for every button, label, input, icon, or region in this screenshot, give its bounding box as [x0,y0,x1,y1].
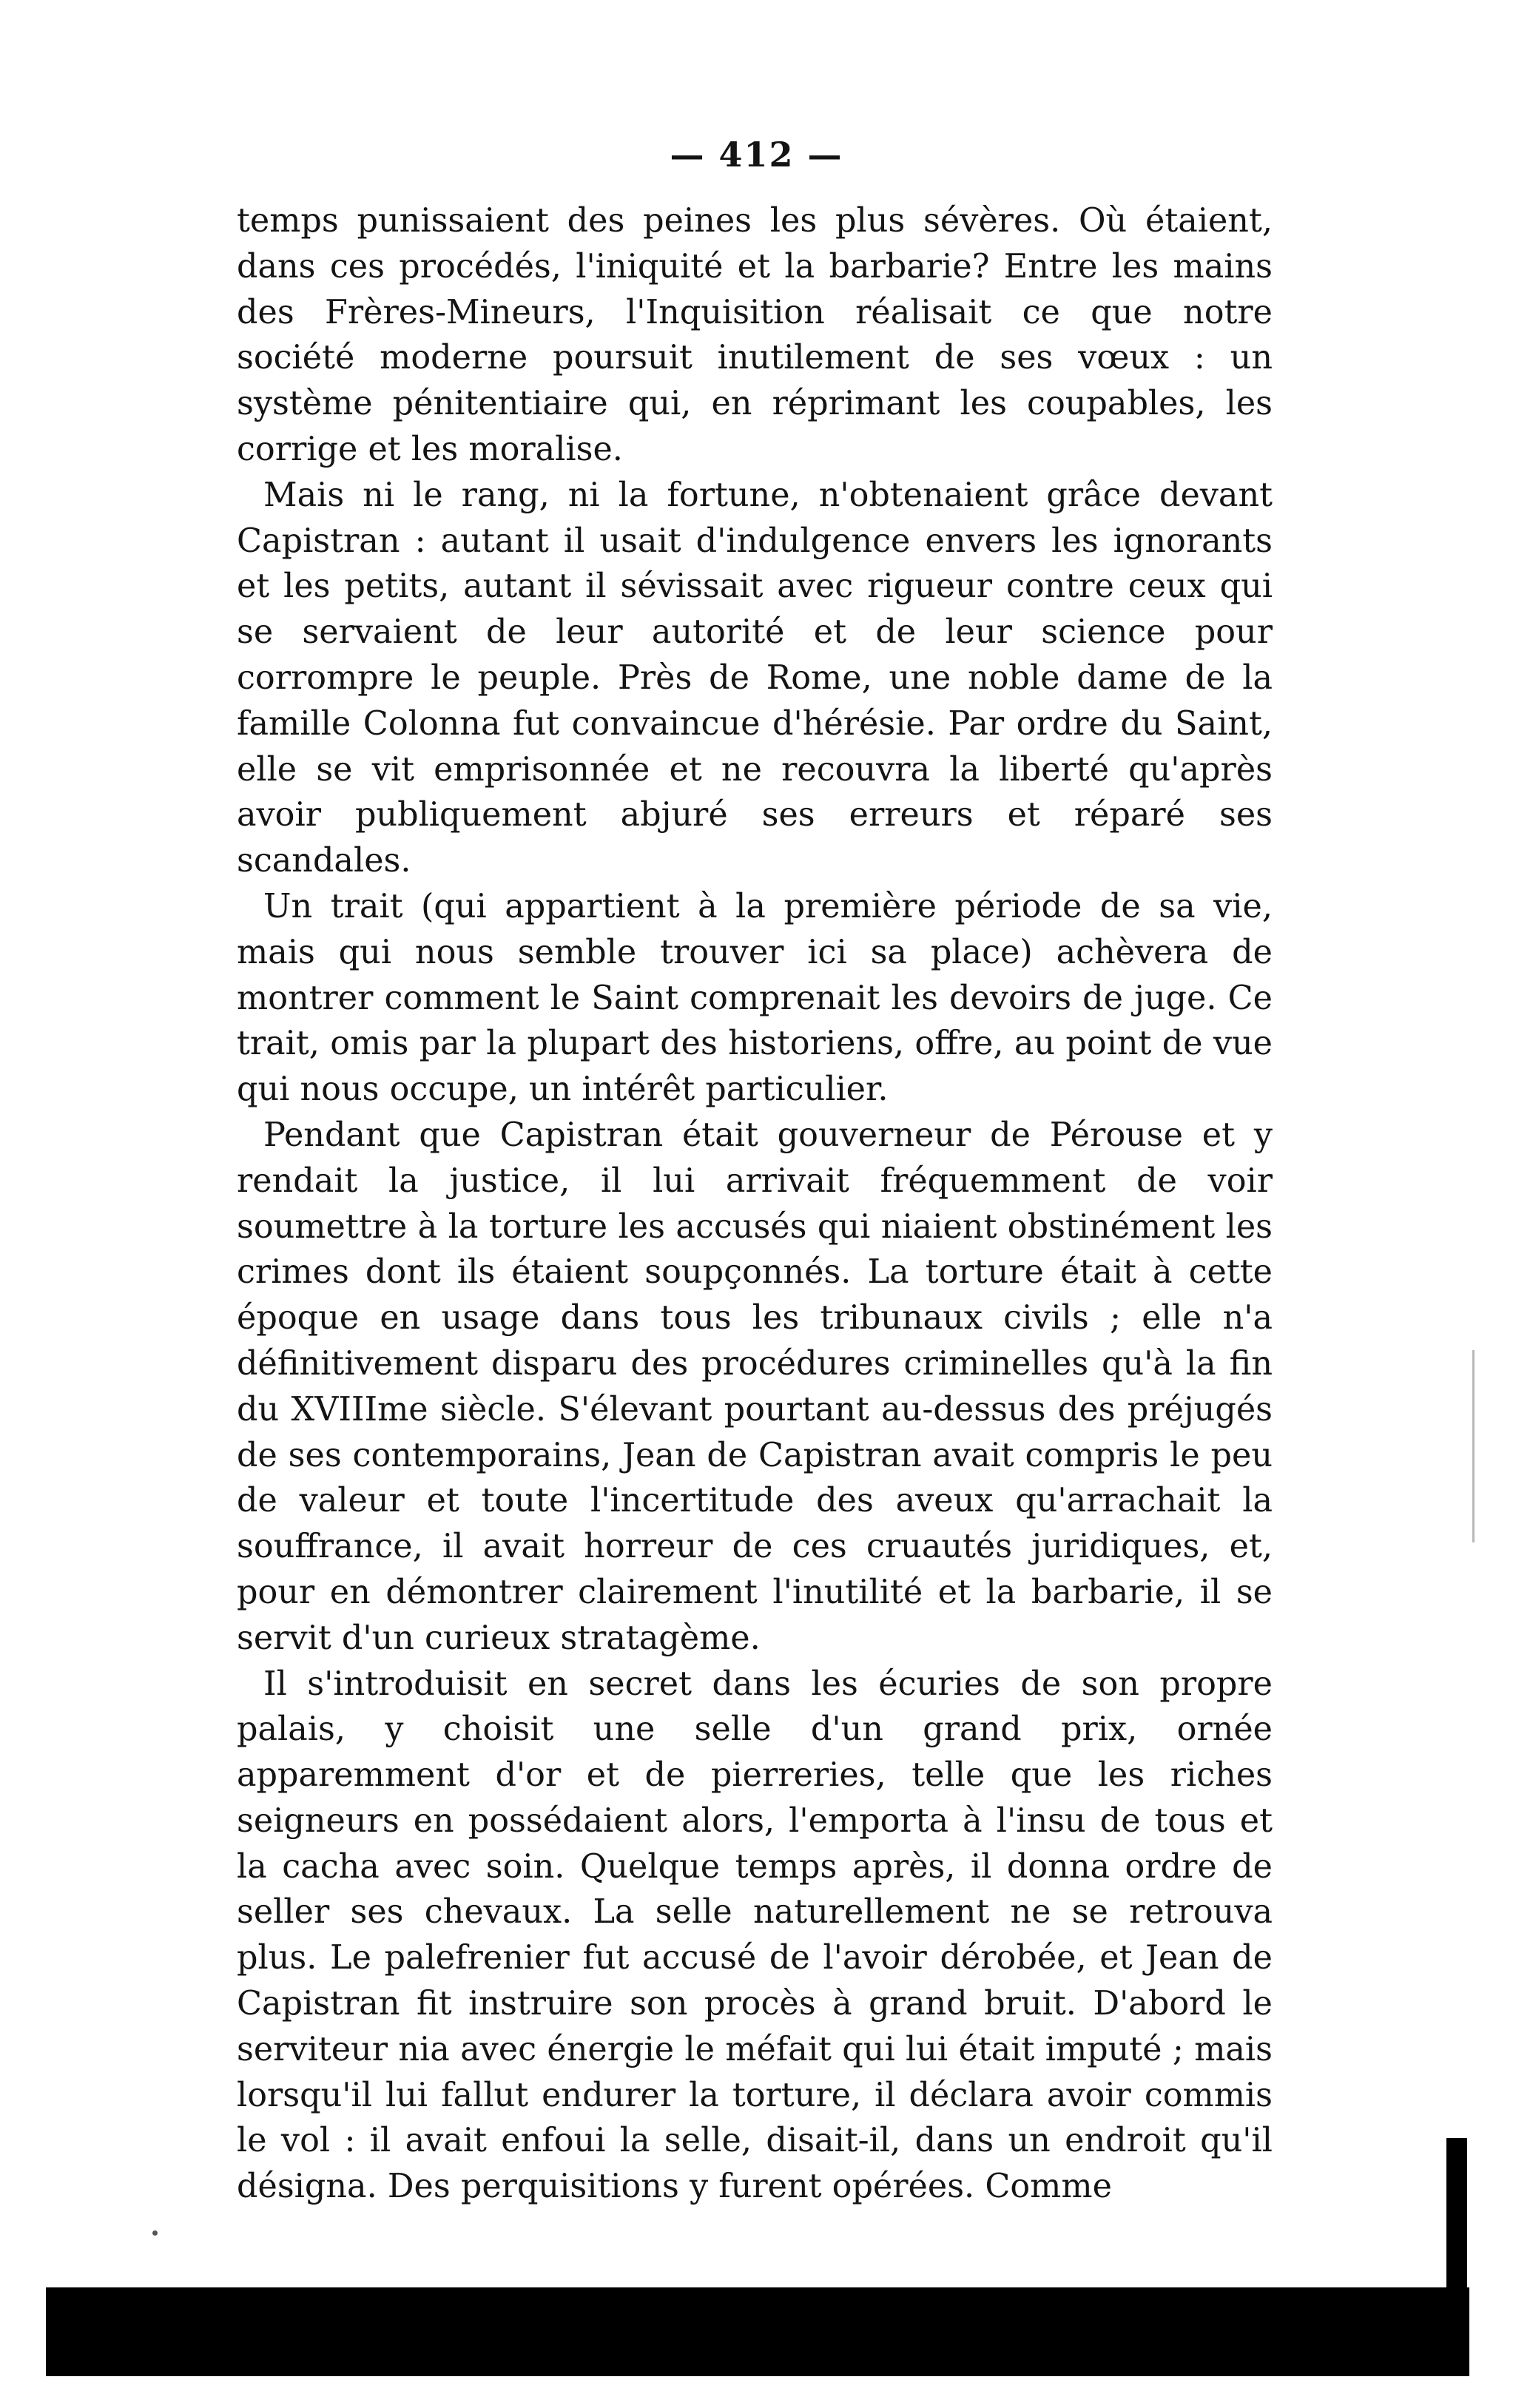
body-text [237,198,1273,2210]
scan-bottom-edge [46,2287,1469,2376]
scan-margin-line [1472,1350,1475,1542]
paragraph: Mais ni le rang, ni la fortune, n'obtenaient grâce devant Capistran : autant il usait d'indulgence envers les ignorants et les petits, autant il sévissait avec rigueur contre ceux qui se servaient de leur autorité et de leur science pour corrompre le peuple. Près de Rome, une noble dame de la famille Colonna fut convaincue d'hérésie. Par ordre du Saint, elle se vit emprisonnée et ne recouvra la liberté qu'après avoir publiquement abjuré ses erreurs et réparé ses scandales. [237,476,1273,880]
page-number: — 412 — [670,135,843,175]
paragraph: Pendant que Capistran était gouverneur de Pérouse et y rendait la justice, il lui arrivait fréquemment de voir soumettre à la torture les accusés qui niaient obstinément les crimes dont ils étaient soupçonnés. La torture était à cette époque en usage dans tous les tribunaux civils ; elle n'a définitivement disparu des procédures criminelles qu'à la fin du XVIIIme siècle. S'élevant pourtant au-dessus des préjugés de ses contemporains, Jean de Capistran avait compris le peu de valeur et toute l'incertitude des aveux qu'arrachait la souffrance, il avait horreur de ces cruautés juridiques, et, pour en démontrer clairement l'inutilité et la barbarie, il se servit d'un curieux stratagème. [237,1116,1273,1657]
paragraph: Un trait (qui appartient à la première période de sa vie, mais qui nous semble trouver ici sa place) achèvera de montrer comment le Saint comprenait les devoirs de juge. Ce trait, omis par la plupart des historiens, offre, au point de vue qui nous occupe, un intérêt particulier. [237,887,1273,1109]
scan-bottom-edge-corner [1446,2138,1467,2376]
paragraph: temps punissaient des peines les plus sévères. Où étaient, dans ces procédés, l'iniquité et la barbarie? Entre les mains des Frères-Mineurs, l'Inquisition réalisait ce que notre société moderne poursuit inutilement de ses vœux : un système pénitentiaire qui, en réprimant les coupables, les corrige et les moralise. [237,202,1273,468]
scan-speck [152,2230,158,2236]
paragraph: Il s'introduisit en secret dans les écuries de son propre palais, y choisit une selle d'un grand prix, ornée apparemment d'or et de pierreries, telle que les riches seigneurs en possédaient alors, l'emporta à l'insu de tous et la cacha avec soin. Quelque temps après, il donna ordre de seller ses chevaux. La selle naturellement ne se retrouva plus. Le palefrenier fut accusé de l'avoir dérobée, et Jean de Capistran fit instruire son procès à grand bruit. D'abord le serviteur nia avec énergie le méfait qui lui était imputé ; mais lorsqu'il lui fallut endurer la torture, il déclara avoir commis le vol : il avait enfoui la selle, disait-il, dans un endroit qu'il désigna. Des perquisitions y furent opérées. Comme [237,1665,1273,2206]
